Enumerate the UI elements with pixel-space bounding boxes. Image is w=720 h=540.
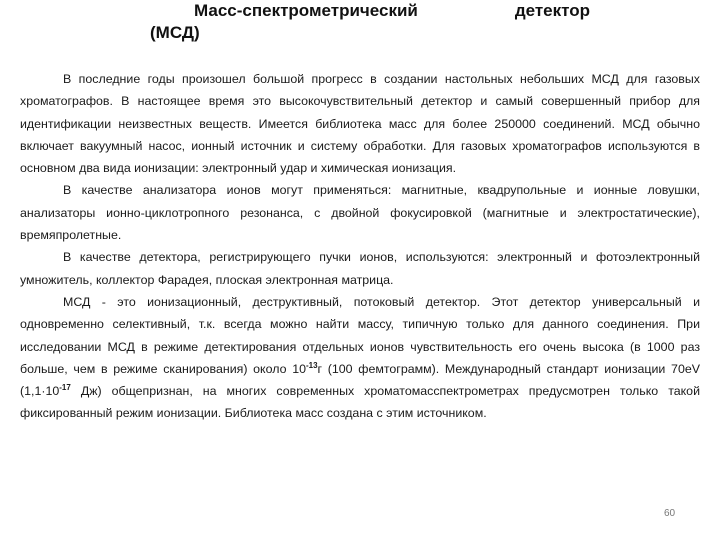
exponent-2: -17 [59, 383, 71, 393]
title-line-1 [150, 0, 590, 22]
paragraph-detectors: В качестве детектора, регистрирующего пучки ионов, используются: электронный и фотоэлектронный умножитель, коллектор Фарадея, плоская электронная матрица. [20, 250, 700, 287]
title-word-mass-spectrometric: Масс-спектрометрический [194, 1, 418, 20]
document-body [20, 68, 700, 425]
page-title [150, 0, 590, 44]
exponent-1: -13 [305, 360, 318, 370]
paragraph-analyzers: В качестве анализатора ионов могут применяться: магнитные, квадрупольные и ионные ловушки, анализаторы ионно-циклотропного резонанса, с двойной фокусировкой (магнитные и электростатические), времяпролетные. [20, 183, 700, 243]
paragraph-part-2: г (100 фемтограмм). Международный стандарт ионизации 70eV (1,1·10 [20, 361, 700, 399]
paragraph-intro: В последние годы произошел большой прогресс в создании настольных небольших МСД для газовых хроматографов. В настоящее время это высокочувствительный детектор и самый совершенный прибор для идентификации неизвестных веществ. Имеется библиотека масс для более 250000 соединений. МСД обычно включает вакуумный насос, ионный источник и систему обработки. Для газовых хроматографов используются в основном два вида ионизации: электронный удар и химическая ионизация. [20, 72, 700, 176]
title-word-detector: детектор [514, 1, 590, 20]
title-line-2: (МСД) [150, 23, 200, 42]
paragraph-msd-properties [20, 291, 700, 425]
page-number: 60 [664, 508, 676, 519]
paragraph-part-1: МСД - это ионизационный, деструктивный, потоковый детектор. Этот детектор универсальный и одновременно селективный, т.к. всегда можно найти массу, типичную только для данного соединения. При исследовании МСД в режиме детектирования отдельных ионов чувствительность его очень высока (в 1000 раз больше, чем в режиме сканирования) около 10 [20, 294, 700, 376]
paragraph-part-3: Дж) общепризнан, на многих современных хроматомасспектрометрах предусмотрен только такой фиксированный режим ионизации. Библиотека масс создана с этим источником. [20, 384, 700, 421]
